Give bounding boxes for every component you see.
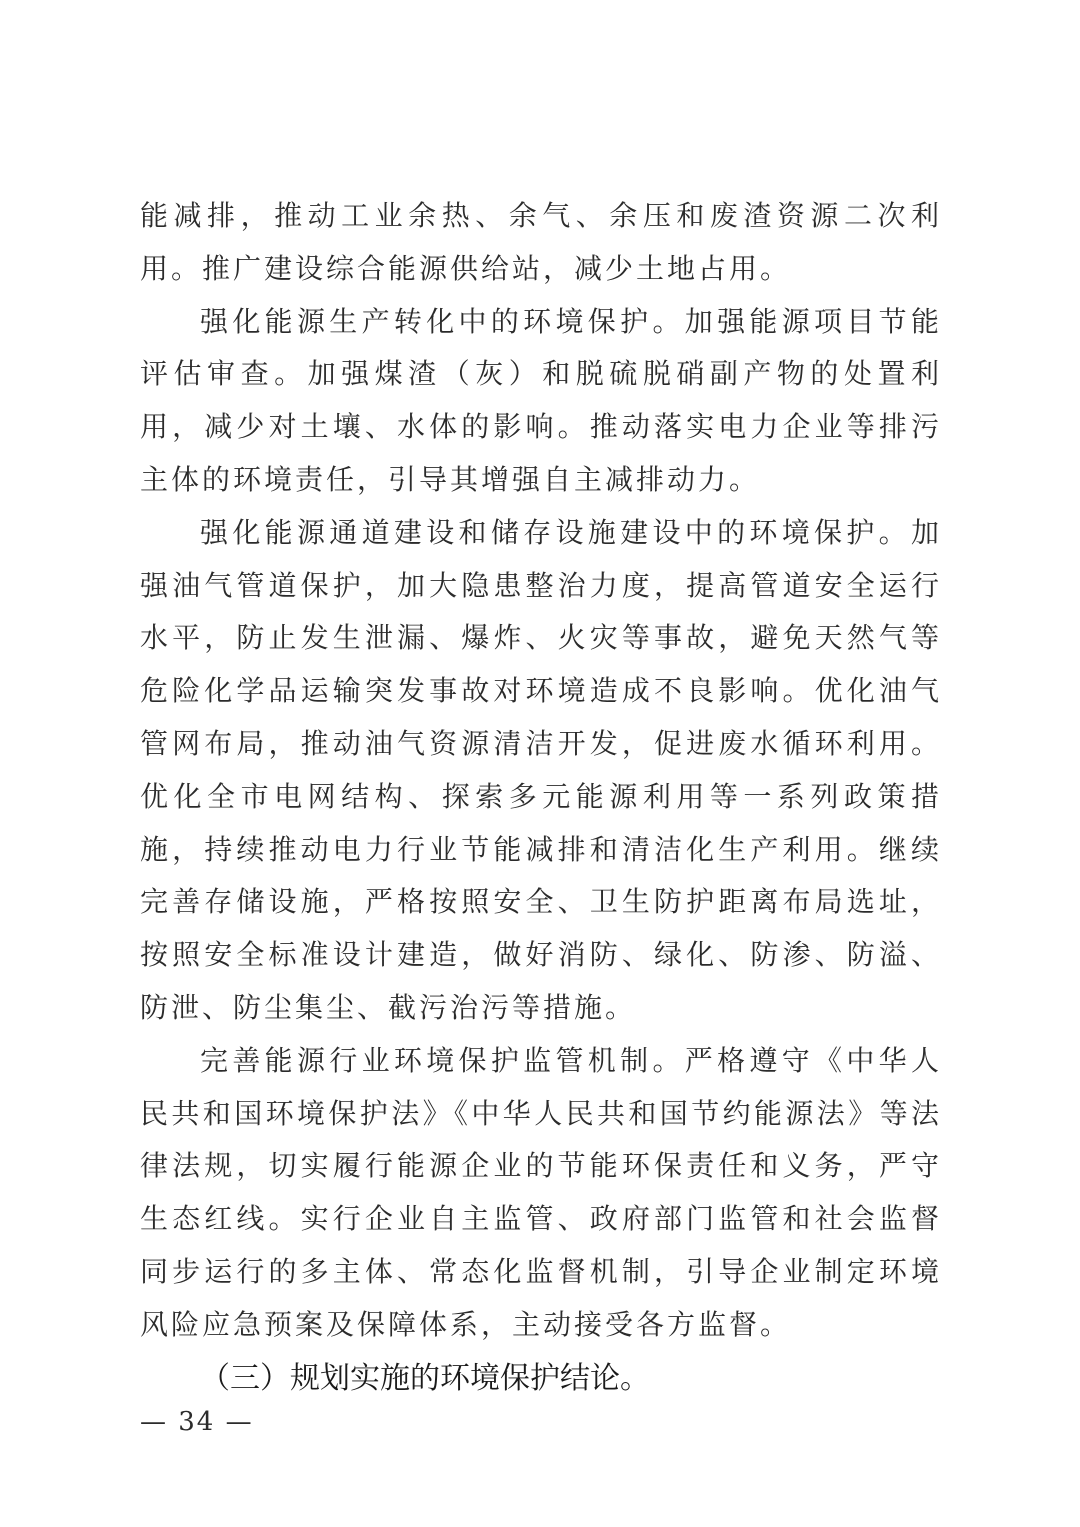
paragraph-supervision: 完善能源行业环境保护监管机制。严格遵守《中华人民共和国环境保护法》《中华人民共和国节约能源法》等法律法规，切实履行能源企业的节能环保责任和义务，严守生态红线。实行企业自主监管、政府部门监管和社会监督同步运行的多主体、常态化监督机制，引导企业制定环境风险应急预案及保障体系，主动接受各方监督。 (140, 1043, 942, 1341)
page-number: — 34 — (140, 1407, 254, 1437)
paragraph-continuation: 能减排，推动工业余热、余气、余压和废渣资源二次利用。推广建设综合能源供给站，减少土地占用。 (140, 199, 942, 285)
page-body (140, 190, 942, 1406)
paragraph-energy-production: 强化能源生产转化中的环境保护。加强能源项目节能评估审查。加强煤渣（灰）和脱硫脱硝副产物的处置利用，减少对土壤、水体的影响。推动落实电力企业等排污主体的环境责任，引导其增强自主减排动力。 (140, 304, 942, 496)
section-heading: （三）规划实施的环境保护结论。 (200, 1360, 650, 1396)
paragraph-energy-channels: 强化能源通道建设和储存设施建设中的环境保护。加强油气管道保护，加大隐患整治力度，提高管道安全运行水平，防止发生泄漏、爆炸、火灾等事故，避免天然气等危险化学品运输突发事故对环境造成不良影响。优化油气管网布局，推动油气资源清洁开发，促进废水循环利用。优化全市电网结构、探索多元能源利用等一系列政策措施，持续推动电力行业节能减排和清洁化生产利用。继续完善存储设施，严格按照安全、卫生防护距离布局选址，按照安全标准设计建造，做好消防、绿化、防渗、防溢、防泄、防尘集尘、截污治污等措施。 (140, 515, 942, 1024)
